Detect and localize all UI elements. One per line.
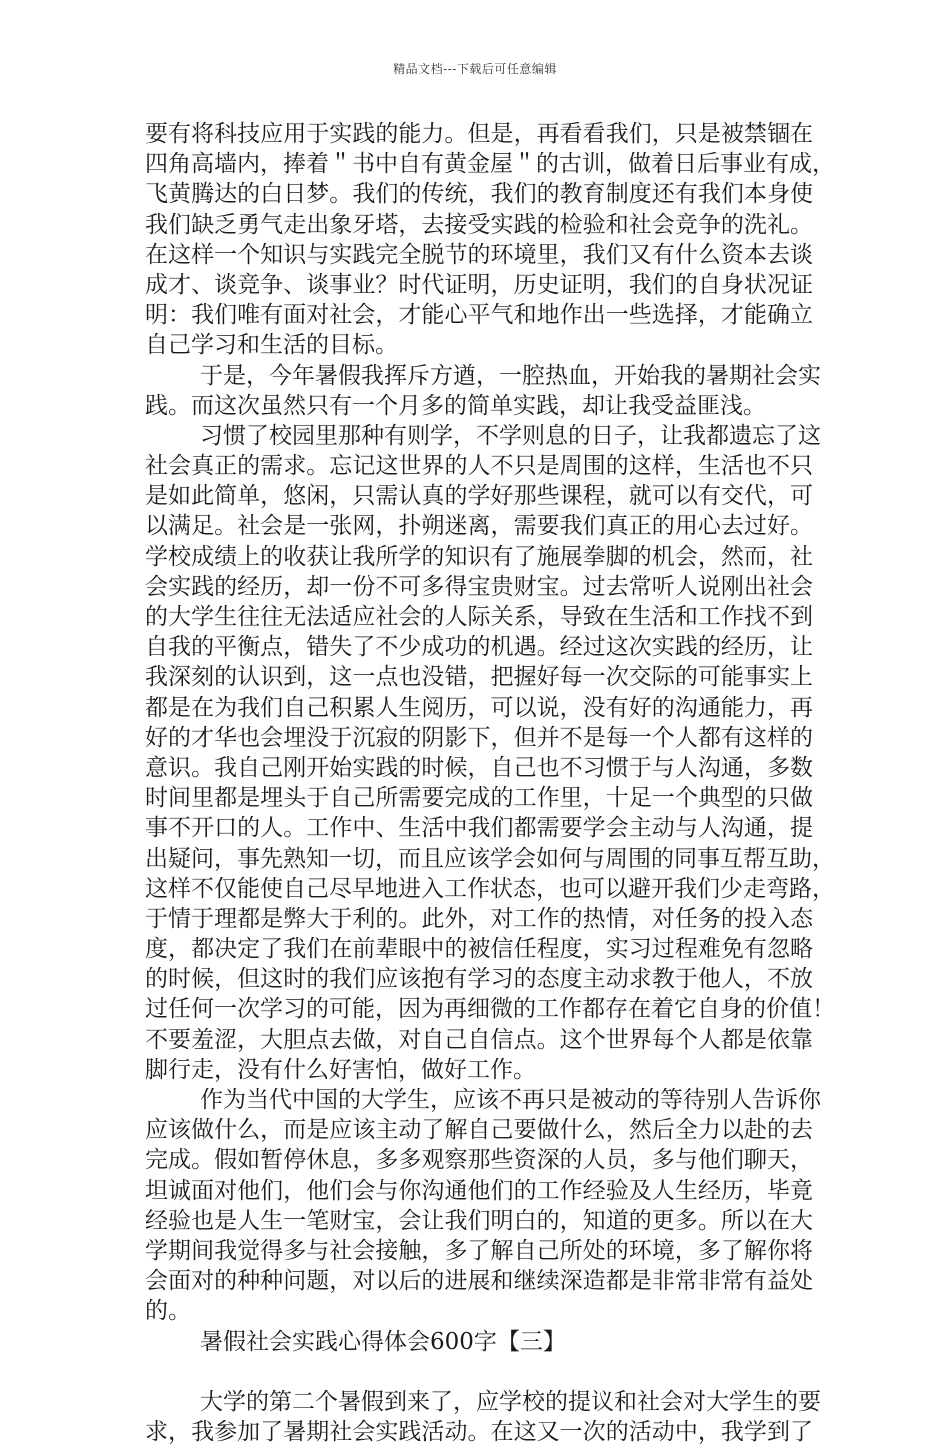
- text-line: 是如此简单，悠闲，只需认真的学好那些课程，就可以有交代，可: [145, 483, 813, 510]
- text-line: 会面对的种种问题，对以后的进展和继续深造都是非常非常有益处: [145, 1268, 813, 1295]
- text-line: 不要羞涩，大胆点去做，对自己自信点。这个世界每个人都是依靠: [145, 1026, 813, 1053]
- text-line: 自己学习和生活的目标。: [145, 332, 398, 359]
- text-line: 完成。假如暂停休息，多多观察那些资深的人员，多与他们聊天，: [145, 1147, 813, 1174]
- text-line: 自我的平衡点，错失了不少成功的机遇。经过这次实践的经历，让: [145, 634, 813, 661]
- text-line: 成才、谈竞争、谈事业？时代证明，历史证明，我们的自身状况证: [145, 271, 813, 298]
- text-line: 飞黄腾达的白日梦。我们的传统，我们的教育制度还有我们本身使: [145, 181, 813, 208]
- text-line: 习惯了校园里那种有则学，不学则息的日子，让我都遗忘了这: [200, 422, 821, 449]
- text-line: 于是，今年暑假我挥斥方遒，一腔热血，开始我的暑期社会实: [200, 362, 821, 389]
- text-line: 在这样一个知识与实践完全脱节的环境里，我们又有什么资本去谈: [145, 241, 813, 268]
- text-line: 的时候，但这时的我们应该抱有学习的态度主动求教于他人，不放: [145, 966, 813, 993]
- text-line: 要有将科技应用于实践的能力。但是，再看看我们，只是被禁锢在: [145, 121, 813, 147]
- section-heading: 暑假社会实践心得体会600字【三】: [200, 1328, 566, 1355]
- text-line: 坦诚面对他们，他们会与你沟通他们的工作经验及人生经历，毕竟: [145, 1177, 813, 1204]
- text-line: 作为当代中国的大学生，应该不再只是被动的等待别人告诉你: [200, 1087, 821, 1113]
- text-line: 的。: [145, 1298, 191, 1325]
- text-line: 以满足。社会是一张网，扑朔迷离，需要我们真正的用心去过好。: [145, 513, 813, 540]
- text-line: 会实践的经历，却一份不可多得宝贵财宝。过去常听人说刚出社会: [145, 573, 813, 600]
- text-line: 好的才华也会埋没于沉寂的阴影下，但并不是每一个人都有这样的: [145, 724, 813, 751]
- text-line: 过任何一次学习的可能，因为再细微的工作都存在着它自身的价值！: [145, 996, 835, 1023]
- text-line: 求，我参加了暑期社会实践活动。在这又一次的活动中，我学到了: [145, 1419, 813, 1446]
- text-line: 度，都决定了我们在前辈眼中的被信任程度，实习过程难免有忽略: [145, 936, 813, 963]
- text-line: 我深刻的认识到，这一点也没错，把握好每一次交际的可能事实上: [145, 664, 813, 691]
- text-line: 经验也是人生一笔财宝，会让我们明白的，知道的更多。所以在大: [145, 1207, 813, 1234]
- text-line: 的大学生往往无法适应社会的人际关系，导致在生活和工作找不到: [145, 604, 813, 630]
- text-line: 学期间我觉得多与社会接触，多了解自己所处的环境，多了解你将: [145, 1237, 813, 1264]
- blank-line: [145, 1357, 813, 1387]
- text-line: 大学的第二个暑假到来了，应学校的提议和社会对大学生的要: [200, 1388, 821, 1415]
- text-line: 都是在为我们自己积累人生阅历，可以说，没有好的沟通能力，再: [145, 694, 813, 721]
- text-line: 学校成绩上的收获让我所学的知识有了施展拳脚的机会，然而，社: [145, 543, 813, 570]
- text-line: 于情于理都是弊大于利的。此外，对工作的热情，对任务的投入态: [145, 905, 813, 932]
- document-body: [145, 119, 835, 1447]
- text-line: 四角高墙内，捧着＂书中自有黄金屋＂的古训，做着日后事业有成，: [145, 151, 835, 178]
- text-line: 意识。我自己刚开始实践的时候，自己也不习惯于与人沟通，多数: [145, 754, 813, 781]
- text-line: 事不开口的人。工作中、生活中我们都需要学会主动与人沟通，提: [145, 815, 813, 842]
- text-line: 时间里都是埋头于自己所需要完成的工作里，十足一个典型的只做: [145, 785, 813, 812]
- page-header: 精品文档---下载后可任意编辑: [393, 62, 557, 76]
- text-line: 我们缺乏勇气走出象牙塔，去接受实践的检验和社会竞争的洗礼。: [145, 211, 813, 238]
- text-line: 出疑问，事先熟知一切，而且应该学会如何与周围的同事互帮互助，: [145, 845, 835, 872]
- text-line: 脚行走，没有什么好害怕，做好工作。: [145, 1056, 536, 1083]
- text-line: 应该做什么，而是应该主动了解自己要做什么，然后全力以赴的去: [145, 1117, 813, 1144]
- text-line: 社会真正的需求。忘记这世界的人不只是周围的这样，生活也不只: [145, 453, 813, 480]
- text-line: 明：我们唯有面对社会，才能心平气和地作出一些选择，才能确立: [145, 302, 813, 329]
- text-line: 践。而这次虽然只有一个月多的简单实践，却让我受益匪浅。: [145, 392, 766, 419]
- text-line: 这样不仅能使自己尽早地进入工作状态，也可以避开我们少走弯路，: [145, 875, 835, 902]
